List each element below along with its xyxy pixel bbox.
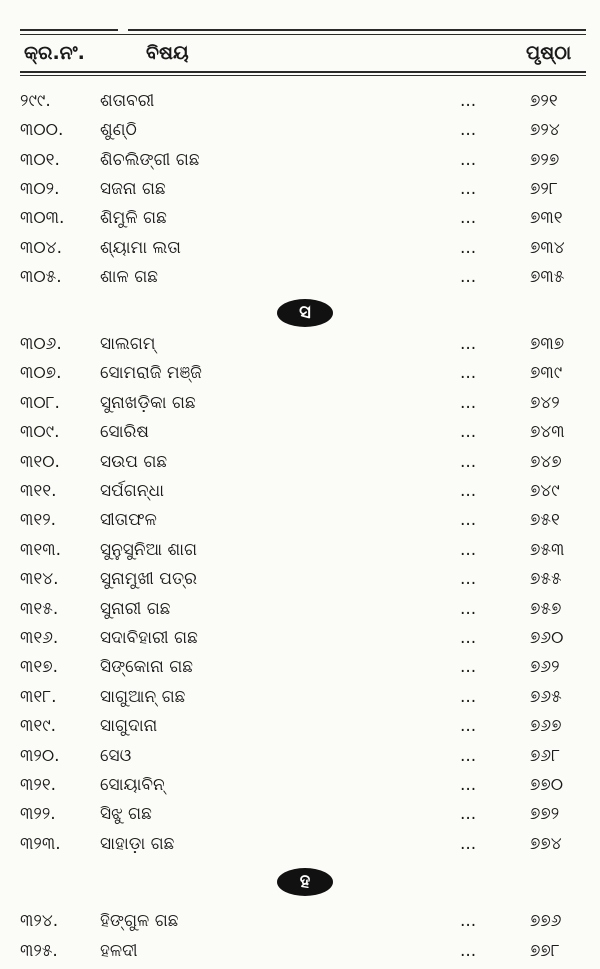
entry-number: ୩୦୦. bbox=[20, 120, 64, 141]
header-page: ପୃଷ୍ଠା bbox=[526, 42, 572, 64]
entry-title: ସଦାବିହାରୀ ଗଛ bbox=[100, 628, 198, 648]
toc-entry bbox=[20, 234, 580, 262]
toc-entry bbox=[20, 742, 580, 770]
entry-number: ୩୧୬. bbox=[20, 628, 59, 648]
toc-entry bbox=[20, 87, 580, 115]
entry-number: ୩୦୩. bbox=[20, 208, 65, 229]
entry-page: ୭୫୧ bbox=[530, 510, 560, 531]
entry-page: ୭୬୭ bbox=[530, 716, 562, 737]
toc-entry bbox=[20, 937, 580, 965]
entry-page: ୭୫୫ bbox=[530, 569, 562, 590]
entry-title: ସଉପ ଗଛ bbox=[100, 451, 168, 472]
entry-number: ୩୦୬. bbox=[20, 334, 62, 354]
toc-entry bbox=[20, 175, 580, 203]
entry-page: ୭୨୧ bbox=[530, 91, 558, 111]
toc-entry bbox=[20, 116, 580, 144]
entry-page: ୭୭୦ bbox=[530, 775, 564, 795]
toc-entry bbox=[20, 565, 580, 593]
entry-leader: ... bbox=[460, 716, 477, 737]
entry-leader: ... bbox=[460, 745, 477, 766]
entry-leader: ... bbox=[460, 657, 477, 678]
entry-title: ସୋମରାଜି ମଞ୍ଜି bbox=[100, 363, 202, 384]
entry-page: ୭୨୪ bbox=[530, 120, 560, 141]
entry-page: ୭୭୮ bbox=[530, 941, 560, 961]
entry-leader: ... bbox=[460, 237, 477, 258]
entry-leader: ... bbox=[460, 941, 477, 961]
top-rule-left bbox=[20, 29, 118, 31]
entry-title: ସୋୟାବିନ୍ bbox=[100, 775, 165, 795]
toc-entry bbox=[20, 800, 580, 828]
toc-entry bbox=[20, 204, 580, 232]
entry-title: ସର୍ପଗନ୍ଧା bbox=[100, 481, 164, 501]
toc-entry bbox=[20, 506, 580, 534]
toc-entry bbox=[20, 653, 580, 681]
section-ha-badge: ହ bbox=[277, 868, 333, 896]
entry-page: ୭୬୮ bbox=[530, 745, 560, 766]
entry-leader: ... bbox=[460, 266, 477, 287]
entry-page: ୭୭୨ bbox=[530, 804, 560, 825]
entry-number: ୨୯୯. bbox=[20, 91, 51, 111]
entry-title: ସାଗୁଆନ୍ ଗଛ bbox=[100, 686, 186, 707]
entry-title: ସାଗୁଦାନା bbox=[100, 716, 158, 737]
entry-page: ୭୩୯ bbox=[530, 363, 563, 384]
entry-leader: ... bbox=[460, 334, 477, 354]
entry-number: ୩୦୧. bbox=[20, 149, 60, 170]
toc-entry bbox=[20, 712, 580, 740]
entry-title: ସୁନାଖଡ଼ିକା ଗଛ bbox=[100, 392, 196, 413]
entry-number: ୩୧୨. bbox=[20, 510, 57, 531]
entry-number: ୩୦୪. bbox=[20, 237, 62, 258]
entry-title: ଶିମୁଳି ଗଛ bbox=[100, 208, 167, 229]
entry-page: ୭୩୫ bbox=[530, 266, 565, 287]
toc-entry bbox=[20, 830, 580, 858]
entry-number: ୩୦୭. bbox=[20, 363, 62, 384]
entry-leader: ... bbox=[460, 539, 477, 560]
entry-leader: ... bbox=[460, 91, 477, 111]
header-subject: ବିଷୟ bbox=[146, 42, 189, 64]
entry-title: ସାହାଡ଼ା ଗଛ bbox=[100, 833, 175, 854]
top-rule-lower bbox=[20, 34, 586, 35]
entry-page: ୭୭୪ bbox=[530, 833, 562, 854]
toc-entry bbox=[20, 595, 580, 623]
entry-title: ହିଙ୍ଗୁଳ ଗଛ bbox=[100, 911, 179, 931]
entry-leader: ... bbox=[460, 451, 477, 472]
entry-leader: ... bbox=[460, 208, 477, 229]
entry-title: ସାଲଗମ୍ bbox=[100, 334, 156, 354]
entry-leader: ... bbox=[460, 833, 477, 854]
entry-leader: ... bbox=[460, 569, 477, 590]
entry-number: ୩୧୭. bbox=[20, 657, 59, 678]
entry-title: ସୁନାମୁଖୀ ପତ୍ର bbox=[100, 569, 198, 590]
entry-page: ୭୬୫ bbox=[530, 686, 562, 707]
entry-title: ସୁନାରୀ ଗଛ bbox=[100, 598, 171, 619]
entry-number: ୩୦୨. bbox=[20, 178, 60, 199]
header-rule-lower bbox=[20, 75, 586, 76]
entry-page: ୭୪୩ bbox=[530, 422, 565, 443]
entry-leader: ... bbox=[460, 481, 477, 501]
entry-number: ୩୧୦. bbox=[20, 451, 60, 472]
entry-title: ସେଓ bbox=[100, 745, 132, 766]
toc-entry bbox=[20, 771, 580, 799]
entry-leader: ... bbox=[460, 775, 477, 795]
entry-title: ଶିଚଲିଙ୍ଗୀ ଗଛ bbox=[100, 149, 200, 170]
toc-entry bbox=[20, 477, 580, 505]
entry-page: ୭୨୭ bbox=[530, 149, 560, 170]
entry-leader: ... bbox=[460, 149, 477, 170]
entry-title: ଶତାବରୀ bbox=[100, 91, 155, 111]
entry-leader: ... bbox=[460, 510, 477, 531]
entry-number: ୩୨୪. bbox=[20, 911, 59, 931]
entry-title: ସଜନା ଗଛ bbox=[100, 178, 166, 199]
entry-title: ହଳଦୀ bbox=[100, 941, 138, 961]
entry-number: ୩୧୩. bbox=[20, 539, 61, 560]
entry-leader: ... bbox=[460, 392, 477, 413]
entry-leader: ... bbox=[460, 628, 477, 648]
entry-number: ୩୧୪. bbox=[20, 569, 59, 590]
entry-title: ଶୁଣ୍ଠି bbox=[100, 120, 137, 141]
toc-entry bbox=[20, 418, 580, 446]
entry-leader: ... bbox=[460, 686, 477, 707]
entry-number: ୩୦୮. bbox=[20, 392, 60, 413]
entry-leader: ... bbox=[460, 422, 477, 443]
entry-number: ୩୦୯. bbox=[20, 422, 60, 443]
entry-title: ସିଙ୍କୋନା ଗଛ bbox=[100, 657, 194, 678]
entry-page: ୭୨୮ bbox=[530, 178, 558, 199]
toc-entry bbox=[20, 330, 580, 358]
entry-leader: ... bbox=[460, 911, 477, 931]
entry-title: ସିଝୁ ଗଛ bbox=[100, 804, 152, 825]
entry-number: ୩୧୯. bbox=[20, 716, 57, 737]
entry-leader: ... bbox=[460, 598, 477, 619]
entry-page: ୭୩୪ bbox=[530, 237, 565, 258]
toc-entry bbox=[20, 536, 580, 564]
toc-entry bbox=[20, 683, 580, 711]
entry-number: ୩୨୧. bbox=[20, 775, 57, 795]
entry-page: ୭୫୭ bbox=[530, 598, 562, 619]
toc-entry bbox=[20, 448, 580, 476]
entry-title: ଶାଳ ଗଛ bbox=[100, 266, 159, 287]
toc-entry bbox=[20, 359, 580, 387]
entry-page: ୭୪୯ bbox=[530, 481, 560, 501]
entry-page: ୭୫୩ bbox=[530, 539, 565, 560]
entry-number: ୩୦୫. bbox=[20, 266, 62, 287]
entry-number: ୩୨୦. bbox=[20, 745, 60, 766]
entry-page: ୭୪୨ bbox=[530, 392, 560, 413]
entry-number: ୩୧୮. bbox=[20, 686, 57, 707]
section-sa-badge: ସ bbox=[277, 299, 333, 327]
toc-entry bbox=[20, 907, 580, 935]
entry-page: ୭୬୨ bbox=[530, 657, 560, 678]
entry-number: ୩୧୫. bbox=[20, 598, 59, 619]
toc-entry bbox=[20, 146, 580, 174]
entry-page: ୭୬୦ bbox=[530, 628, 564, 648]
entry-page: ୭୩୭ bbox=[530, 334, 565, 354]
entry-page: ୭୩୧ bbox=[530, 208, 563, 229]
top-rule-right bbox=[128, 29, 586, 31]
entry-title: ସୀତାଫଳ bbox=[100, 510, 157, 531]
entry-leader: ... bbox=[460, 178, 477, 199]
entry-leader: ... bbox=[460, 804, 477, 825]
entry-page: ୭୪୭ bbox=[530, 451, 562, 472]
toc-entry bbox=[20, 624, 580, 652]
entry-title: ସୁନୁସୁନିଆ ଶାଗ bbox=[100, 539, 198, 560]
entry-title: ସୋରିଷ bbox=[100, 422, 149, 443]
entry-page: ୭୭୬ bbox=[530, 911, 562, 931]
toc-entry bbox=[20, 263, 580, 291]
header-number: କ୍ର.ନଂ. bbox=[24, 42, 85, 64]
entry-title: ଶ୍ୟାମା ଲତା bbox=[100, 237, 181, 258]
entry-number: ୩୨୩. bbox=[20, 833, 61, 854]
toc-entry bbox=[20, 389, 580, 417]
entry-number: ୩୨୫. bbox=[20, 941, 58, 961]
entry-number: ୩୨୨. bbox=[20, 804, 56, 825]
entry-number: ୩୧୧. bbox=[20, 481, 57, 501]
entry-leader: ... bbox=[460, 120, 477, 141]
entry-leader: ... bbox=[460, 363, 477, 384]
header-rule-upper bbox=[20, 71, 586, 73]
